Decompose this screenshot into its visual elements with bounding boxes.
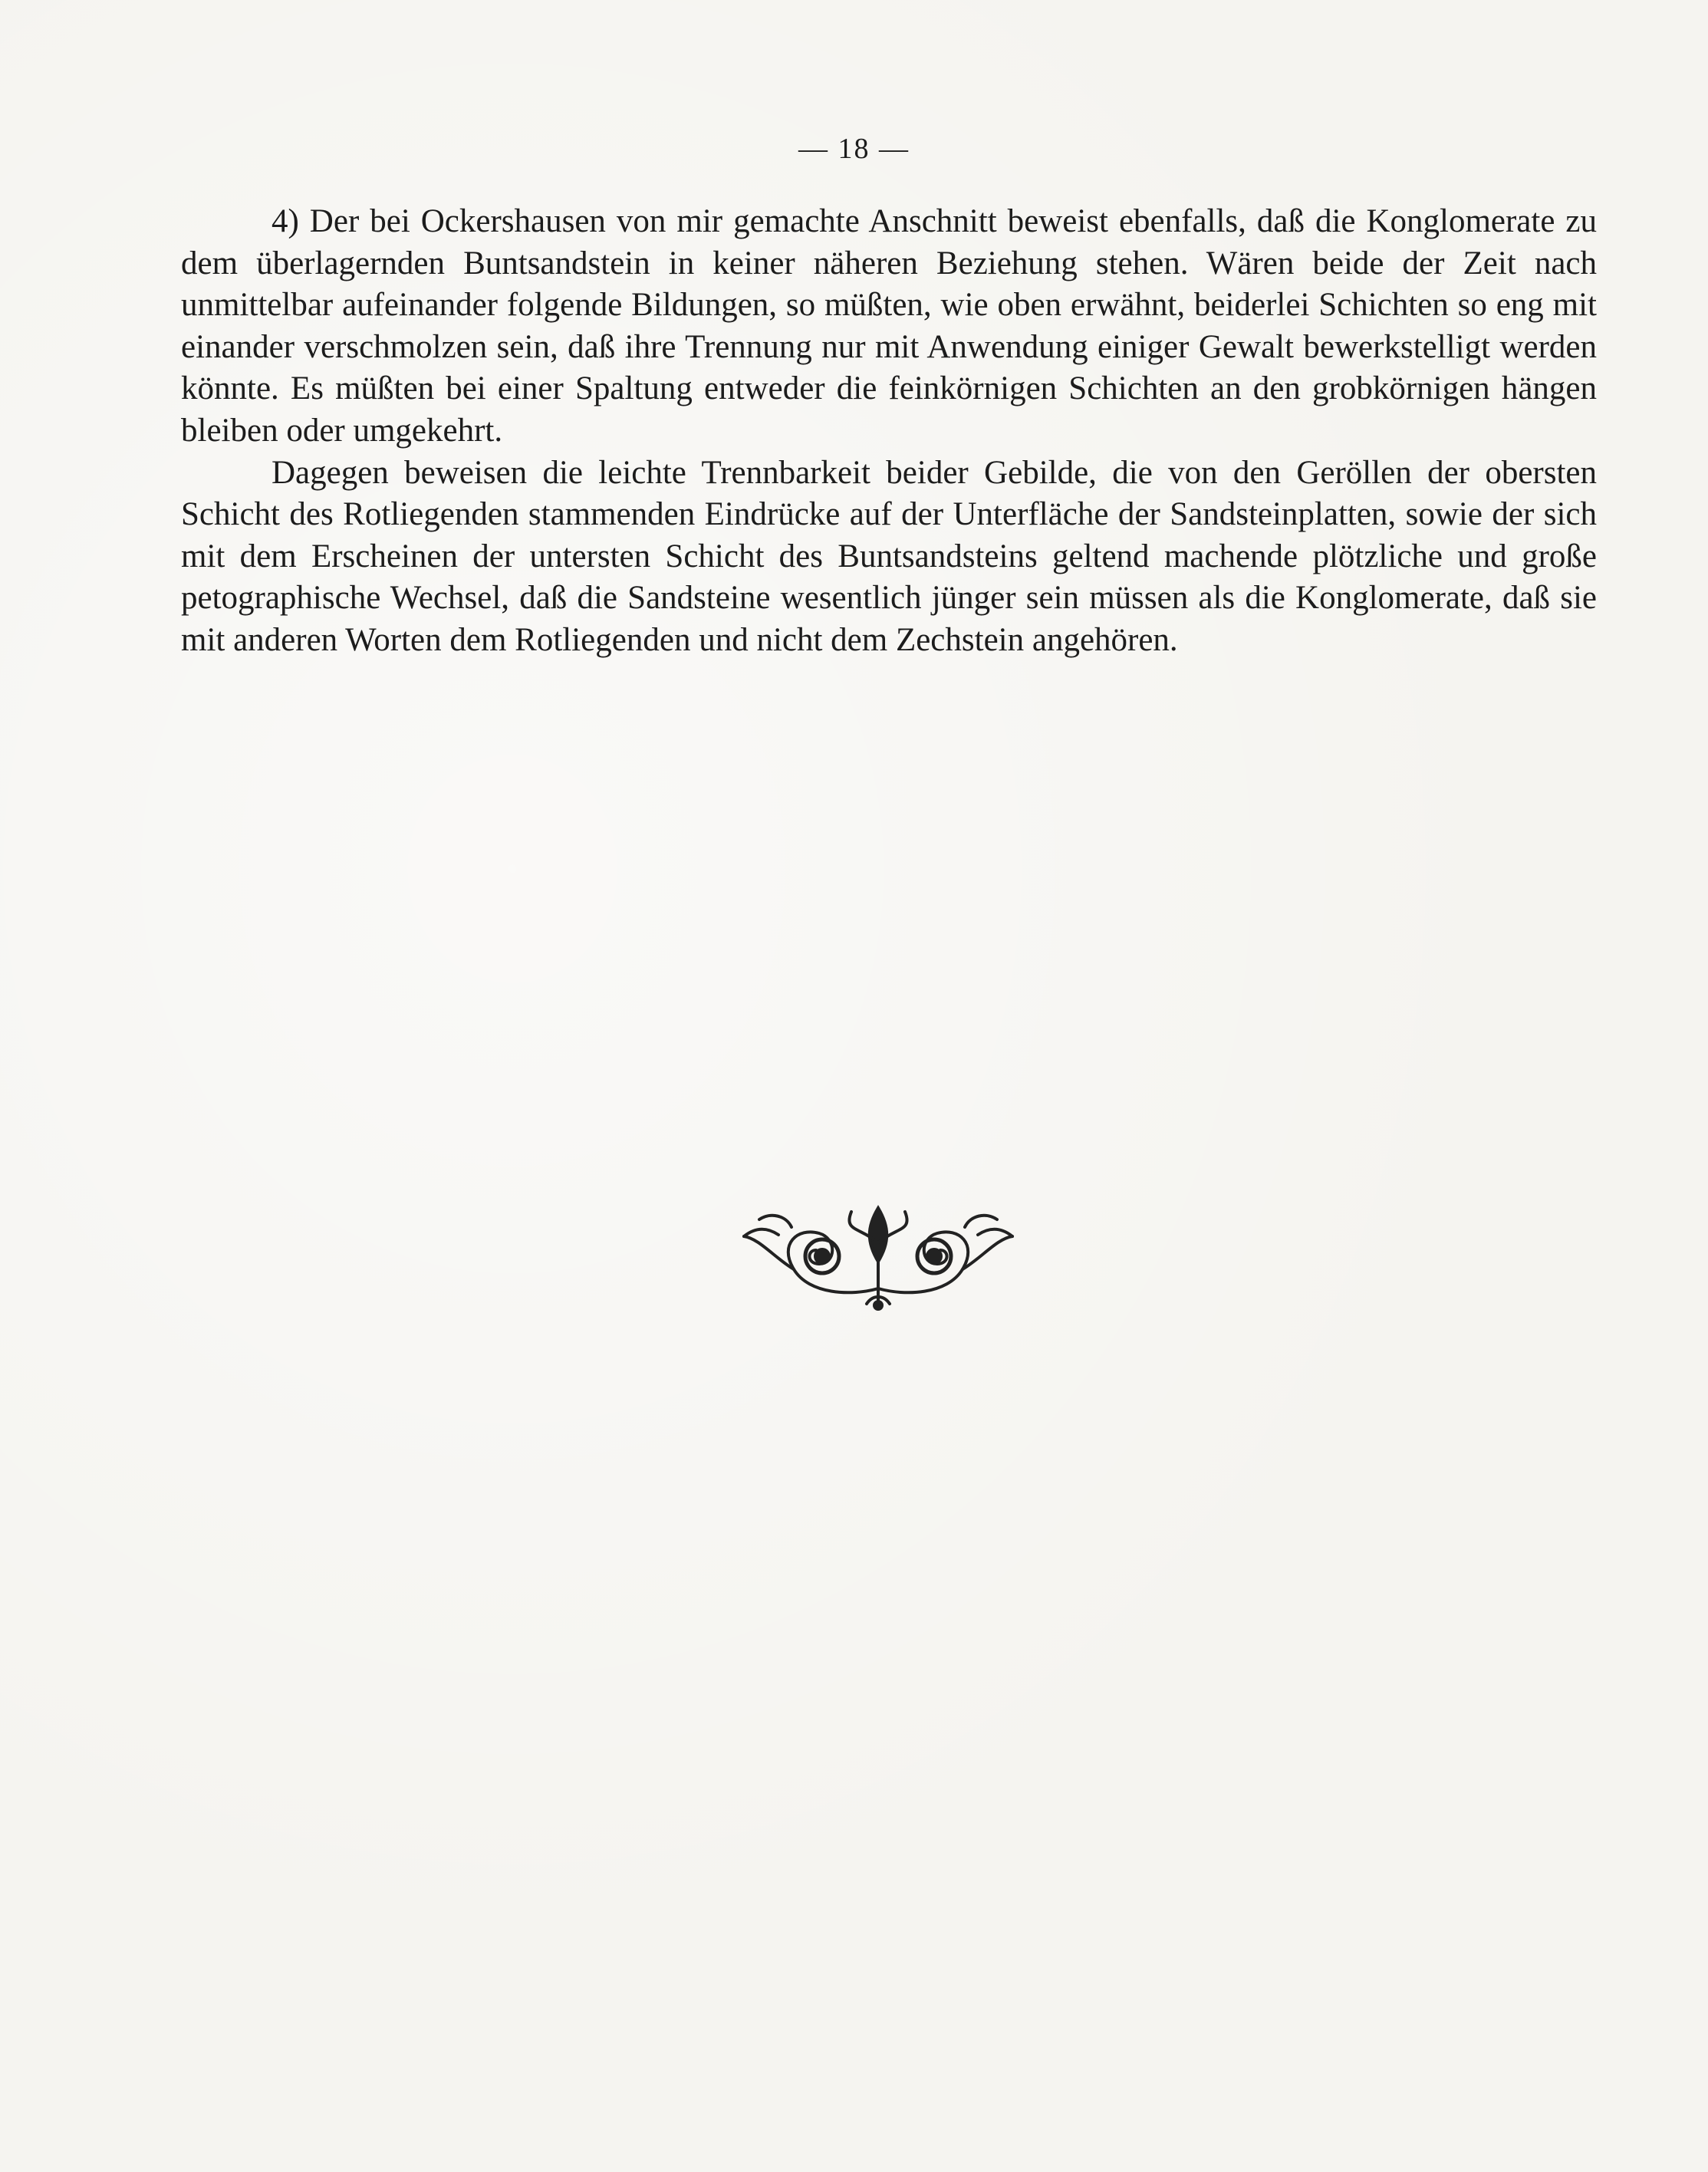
paragraph-1: 4) Der bei Ockershausen von mir gemachte Anschnitt beweist ebenfalls, daß die Konglomerate zu dem überlagernden Buntsandstein in keiner näheren Beziehung stehen. Wären beide der Zeit nach unmittelbar aufeinander folgende Bildungen, so müßten, wie oben erwähnt, beiderlei Schichten so eng mit einander verschmolzen sein, daß ihre Trennung nur mit Anwendung einiger Gewalt bewerkstelligt werden könnte. Es müßten bei einer Spaltung entweder die feinkörnigen Schichten an den grobkörnigen hängen bleiben oder umgekehrt. bbox=[181, 203, 1597, 449]
body-text bbox=[181, 201, 1597, 662]
paragraph-2: Dagegen beweisen die leichte Trennbarkeit beider Gebilde, die von den Geröllen der obersten Schicht des Rotliegenden stammenden Eindrücke auf der Unterfläche der Sandsteinplatten, sowie der sich mit dem Erscheinen der untersten Schicht des Buntsandsteins geltend machende plötzliche und große petographische Wechsel, daß die Sandsteine wesentlich jünger sein müssen als die Konglomerate, daß sie mit anderen Worten dem Rotliegenden und nicht dem Zechstein angehören. bbox=[181, 454, 1597, 658]
ornamental-vignette-icon bbox=[736, 1196, 1020, 1311]
page-number: — 18 — bbox=[798, 133, 910, 165]
